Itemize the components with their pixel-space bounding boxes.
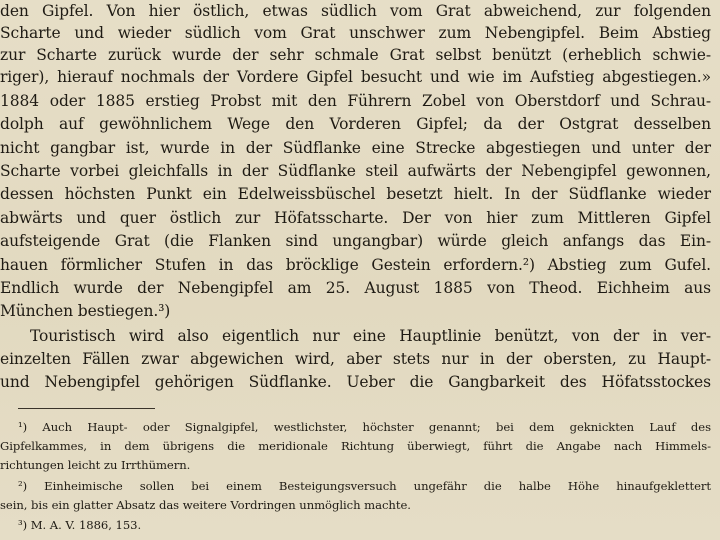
- footnote-line: ²) Einheimische sollen bei einem Besteigungsversuch ungefähr die halbe Höhe hinaufgeklettert: [18, 479, 711, 493]
- footnote-line: Gipfelkammes, in dem übrigens die meridionale Richtung überwiegt, führt die Angabe nach Himmels-: [0, 439, 711, 453]
- text-line: Touristisch wird also eigentlich nur eine Hauptlinie benützt, von der in ver-: [30, 327, 711, 345]
- text-line: riger), hierauf nochmals der Vordere Gipfel besucht und wie im Aufstieg abgestiegen.»: [0, 68, 711, 86]
- text-line: Endlich wurde der Nebengipfel am 25. August 1885 von Theod. Eichheim aus: [0, 279, 711, 297]
- text-line: Scharte und wieder südlich vom Grat unschwer zum Nebengipfel. Beim Abstieg: [0, 24, 711, 42]
- text-line: abwärts und quer östlich zur Höfatsscharte. Der von hier zum Mittleren Gipfel: [0, 209, 711, 227]
- footnote-line: richtungen leicht zu Irrthümern.: [0, 458, 191, 472]
- text-line: den Gipfel. Von hier östlich, etwas südlich vom Grat abweichend, zur folgenden: [0, 2, 711, 20]
- text-line: 1884 oder 1885 erstieg Probst mit den Führern Zobel von Oberstdorf und Schrau-: [0, 92, 711, 110]
- text-line: dessen höchsten Punkt ein Edelweissbüschel besetzt hielt. In der Südflanke wieder: [0, 185, 711, 203]
- text-line: aufsteigende Grat (die Flanken sind ungangbar) würde gleich anfangs das Ein-: [0, 232, 711, 250]
- text-line: und Nebengipfel gehörigen Südflanke. Ueber die Gangbarkeit des Höfatsstockes: [0, 373, 711, 391]
- text-line: nicht gangbar ist, wurde in der Südflanke eine Strecke abgestiegen und unter der: [0, 139, 711, 157]
- text-line: Scharte vorbei gleichfalls in der Südflanke steil aufwärts der Nebengipfel gewonnen,: [0, 162, 711, 180]
- text-line: hauen förmlicher Stufen in das bröcklige Gestein erfordern.²) Abstieg zum Gufel.: [0, 256, 711, 274]
- footnote-line: ³) M. A. V. 1886, 153.: [18, 518, 142, 532]
- text-line: einzelten Fällen zwar abgewichen wird, aber stets nur in der obersten, zu Haupt-: [0, 350, 711, 368]
- text-line: München bestiegen.³): [0, 302, 171, 320]
- footnote-line: sein, bis ein glatter Absatz das weitere Vordringen unmöglich machte.: [0, 498, 411, 512]
- text-line: zur Scharte zurück wurde der sehr schmale Grat selbst benützt (erheblich schwie-: [0, 46, 711, 64]
- text-line: dolph auf gewöhnlichem Wege den Vorderen Gipfel; da der Ostgrat desselben: [0, 115, 711, 133]
- footnote-line: ¹) Auch Haupt- oder Signalgipfel, westlichster, höchster genannt; bei dem geknickten Lauf des: [18, 420, 711, 434]
- footnote-separator: [18, 408, 155, 409]
